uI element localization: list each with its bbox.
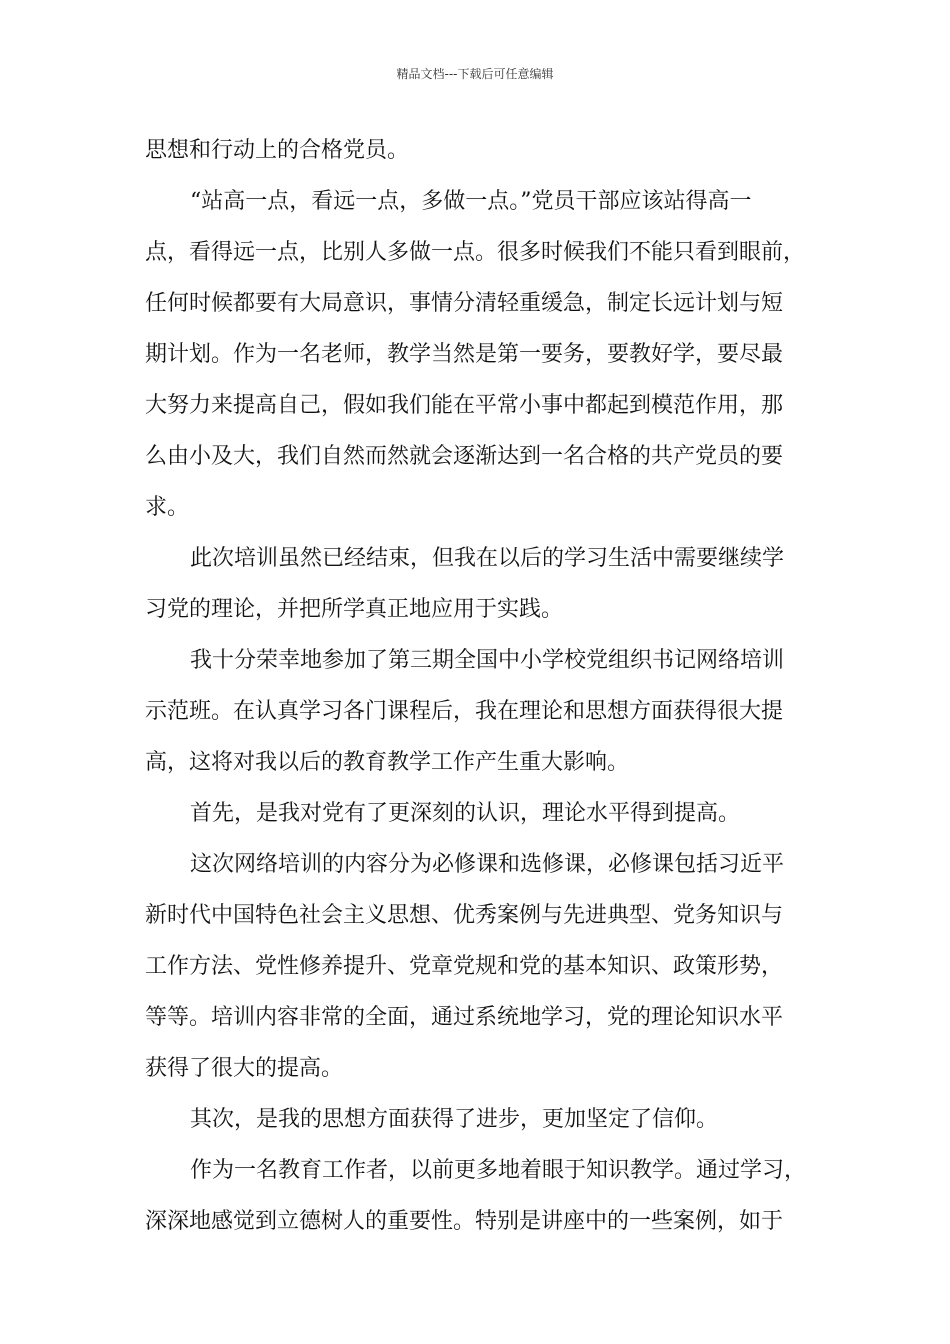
text-line: 深深地感觉到立德树人的重要性。特别是讲座中的一些案例，如于 <box>145 1209 784 1234</box>
text-line: 这次网络培训的内容分为必修课和选修课，必修课包括习近平 <box>190 852 785 877</box>
text-line: 我十分荣幸地参加了第三期全国中小学校党组织书记网络培训 <box>190 648 785 673</box>
text-line: 么由小及大，我们自然而然就会逐渐达到一名合格的共产党员的要 <box>145 444 784 469</box>
text-line: 求。 <box>145 495 190 520</box>
text-line: 作为一名教育工作者，以前更多地着眼于知识教学。通过学习， <box>190 1158 807 1183</box>
text-line: 新时代中国特色社会主义思想、优秀案例与先进典型、党务知识与 <box>145 903 784 928</box>
text-line: 等等。培训内容非常的全面，通过系统地学习，党的理论知识水平 <box>145 1005 784 1030</box>
text-line: 期计划。作为一名老师，教学当然是第一要务，要教好学，要尽最 <box>145 342 784 367</box>
text-line: 大努力来提高自己，假如我们能在平常小事中都起到模范作用，那 <box>145 393 784 418</box>
page-header: 精品文档---下载后可任意编辑 <box>396 67 554 81</box>
text-line: 获得了很大的提高。 <box>145 1056 344 1081</box>
text-line: 习党的理论，并把所学真正地应用于实践。 <box>145 597 564 622</box>
text-line: 任何时候都要有大局意识，事情分清轻重缓急，制定长远计划与短 <box>145 291 784 316</box>
text-line: “站高一点，看远一点，多做一点。”党员干部应该站得高一 <box>190 189 752 214</box>
text-line: 首先，是我对党有了更深刻的认识，理论水平得到提高。 <box>190 801 741 826</box>
text-line: 高，这将对我以后的教育教学工作产生重大影响。 <box>145 750 630 775</box>
text-line: 思想和行动上的合格党员。 <box>145 138 410 163</box>
text-line: 点，看得远一点，比别人多做一点。很多时候我们不能只看到眼前， <box>145 240 806 265</box>
document-body <box>145 125 810 1247</box>
text-line: 此次培训虽然已经结束，但我在以后的学习生活中需要继续学 <box>190 546 785 571</box>
text-line: 示范班。在认真学习各门课程后，我在理论和思想方面获得很大提 <box>145 699 784 724</box>
text-line: 其次，是我的思想方面获得了进步，更加坚定了信仰。 <box>190 1107 719 1132</box>
text-line: 工作方法、党性修养提升、党章党规和党的基本知识、政策形势， <box>145 954 784 979</box>
